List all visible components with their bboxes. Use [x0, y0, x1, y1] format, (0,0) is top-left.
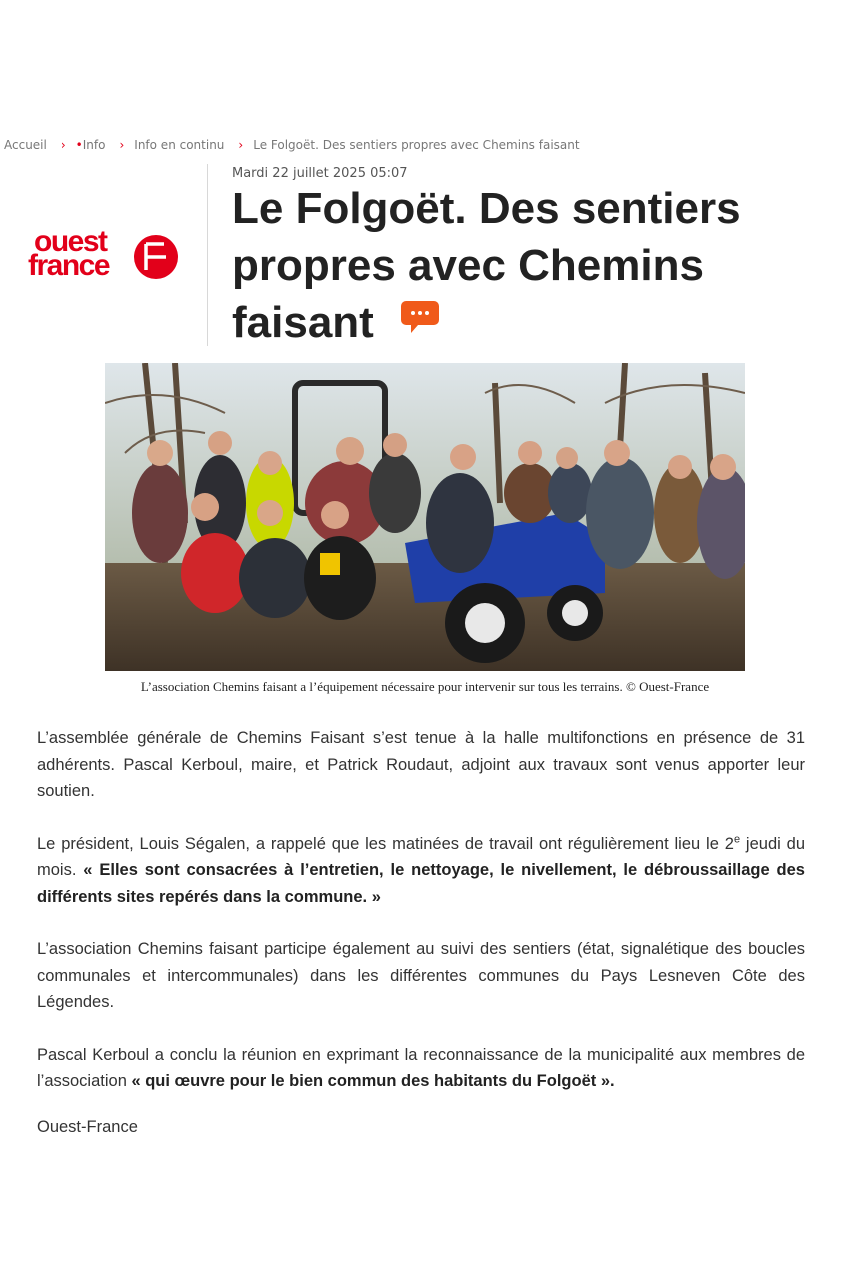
dot-icon: • [75, 138, 83, 152]
breadcrumb [4, 138, 580, 152]
breadcrumb-continuous-link[interactable]: Info en continu [134, 138, 225, 152]
paragraph-2-text-a: Le président, Louis Ségalen, a rappelé que les matinées de travail ont régulièrement lieu le 2 [37, 834, 734, 853]
article-date: Mardi 22 juillet 2025 05:07 [232, 166, 408, 181]
breadcrumb-home-link[interactable]: Accueil [4, 138, 47, 152]
paragraph-1: L’assemblée générale de Chemins Faisant s’est tenue à la halle multifonctions en présence de 31 adhérents. Pascal Kerboul, maire, et Patrick Roudaut, adjoint aux travaux sont venus apporter leur soutien. [37, 729, 805, 800]
paragraph-2 [37, 831, 805, 911]
article-title [232, 180, 792, 351]
logo-text-france: france [28, 249, 110, 282]
chevron-right-icon: › [119, 138, 125, 152]
article-signature: Ouest-France [37, 1118, 138, 1136]
divider [207, 164, 208, 346]
breadcrumb-info-link[interactable]: Info [82, 138, 106, 152]
comment-icon[interactable] [400, 300, 440, 334]
ordinal-superscript: e [733, 833, 741, 845]
article-body [37, 725, 805, 1121]
chevron-right-icon: › [238, 138, 244, 152]
paragraph-4-text: Pascal Kerboul a conclu la réunion en exprimant la reconnaissance de la municipalité aux membres de l’association [37, 1045, 805, 1090]
article-photo[interactable] [105, 363, 745, 671]
logo-text-ouest: ouest [34, 226, 107, 258]
paragraph-4 [37, 1042, 805, 1095]
paragraph-2-text-b: jeudi du mois. [37, 834, 805, 879]
article-title-text: Le Folgoët. Des sentiers propres avec Chemins faisant [232, 184, 741, 347]
paragraph-4-quote: « qui œuvre pour le bien commun des habitants du Folgoët ». [131, 1072, 615, 1090]
paragraph-3: L’association Chemins faisant participe également au suivi des sentiers (état, signalétique des boucles communales et intercommunales) dans les différentes communes du Pays Lesneven Côte des Légendes. [37, 940, 805, 1011]
chevron-right-icon: › [60, 138, 66, 152]
breadcrumb-current: Le Folgoët. Des sentiers propres avec Chemins faisant [253, 138, 580, 152]
paragraph-2-quote: « Elles sont consacrées à l’entretien, le nettoyage, le nivellement, le débroussaillage des différents sites repérés dans la commune. » [37, 861, 805, 906]
ouest-france-logo[interactable] [28, 226, 180, 284]
photo-caption: L’association Chemins faisant a l’équipement nécessaire pour intervenir sur tous les terrains. © Ouest-France [140, 679, 710, 694]
